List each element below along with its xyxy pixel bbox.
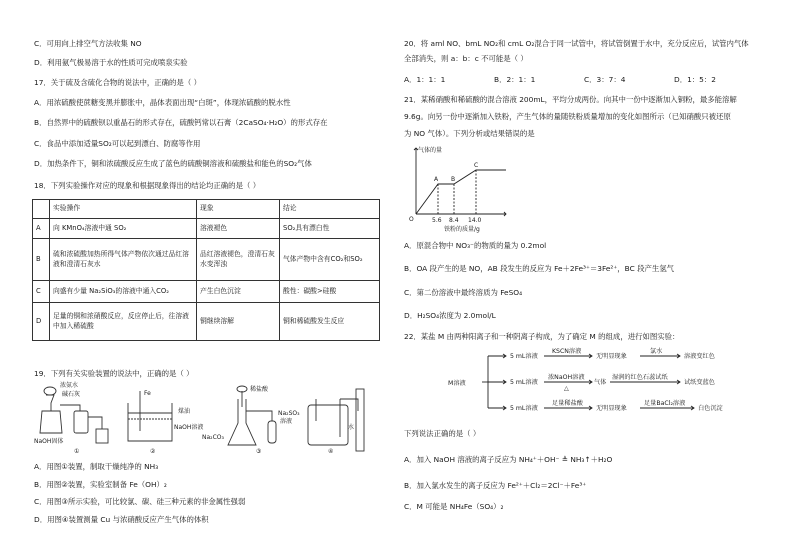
origin-label: O bbox=[409, 216, 414, 223]
q20-stem-line1: 20．将 aml NO、bmL NO₂和 cmL O₂混合于同一试管中，将试管倒置于水中，充分反应后，试管内气体 bbox=[404, 39, 749, 48]
flow-node: 5 mL溶液 bbox=[510, 353, 538, 360]
flow-node: 无明显现象 bbox=[596, 405, 627, 412]
fig-label: 浓氨水 bbox=[60, 382, 79, 389]
x-axis-label: 铁粉的质量/g bbox=[444, 226, 480, 233]
q22-option-b: B．加入氯水发生的离子反应为 Fe²⁺＋Cl₂＝2Cl⁻＋Fe³⁺ bbox=[404, 481, 587, 490]
measuring-cylinder-4 bbox=[356, 389, 364, 451]
table-cell: D bbox=[33, 303, 50, 341]
fig-label: 水 bbox=[348, 424, 355, 431]
fig-number: ④ bbox=[328, 448, 334, 455]
flow-node: 气体 bbox=[594, 379, 607, 386]
table-cell: 足量的铜和浓硝酸反应，反应停止后，往溶液中加入稀硫酸 bbox=[50, 303, 197, 341]
q22-flow-diagram bbox=[440, 346, 770, 416]
q19-option-c: C．用图③所示实验，可比较氯、碳、硅三种元素的非金属性强弱 bbox=[34, 497, 246, 506]
fig-label: 溶液 bbox=[280, 418, 293, 425]
fig-label: 煤油 bbox=[178, 408, 191, 415]
point-a-label: A bbox=[434, 176, 439, 183]
table-row bbox=[33, 239, 380, 281]
fig-label: NaOH固体 bbox=[34, 438, 64, 445]
x-tick-label: 5.6 bbox=[432, 217, 442, 224]
fig-number: ② bbox=[150, 448, 156, 455]
fig-label: Na₂CO₃ bbox=[202, 434, 224, 441]
fig-label: 稀盐酸 bbox=[250, 386, 269, 393]
q22-option-a: A．加入 NaOH 溶液的离子反应为 NH₄⁺＋OH⁻ ≜ NH₃↑＋H₂O bbox=[404, 455, 613, 464]
table-cell: SO₂具有漂白性 bbox=[280, 219, 380, 239]
table-cell: 硫和浓硫酸加热所得气体产物依次通过品红溶液和澄清石灰水 bbox=[50, 239, 197, 281]
x-tick-label: 14.0 bbox=[468, 217, 482, 224]
table-cell: 向盛有少量 Na₂SiO₃的溶液中通入CO₂ bbox=[50, 281, 197, 303]
q16-option-d: D．利用氨气极易溶于水的性质可完成喷泉实验 bbox=[34, 58, 188, 67]
q17-option-a: A．用浓硫酸使蔗糖变黑并膨胀中，晶体表面出现“白斑”，体现浓硫酸的脱水性 bbox=[34, 98, 291, 107]
flask-1 bbox=[40, 411, 62, 433]
q16-option-c: C．可用向上排空气方法收集 NO bbox=[34, 39, 142, 48]
q19-apparatus-figure bbox=[32, 381, 372, 457]
y-axis-label: 气体的量 bbox=[418, 147, 443, 154]
q19-stem: 19．下列有关实验装置的说法中，正确的是（ ） bbox=[34, 369, 194, 378]
table-cell: 品红溶液褪色，澄清石灰水变浑浊 bbox=[197, 239, 280, 281]
flow-node: 5 mL溶液 bbox=[510, 379, 538, 386]
q22-sub-stem: 下列说法正确的是（ ） bbox=[404, 429, 481, 438]
flow-reagent: 浓NaOH溶液 bbox=[548, 374, 585, 381]
q20-option-c: C．3：7：4 bbox=[584, 75, 626, 84]
q20-option-b: B．2：1：1 bbox=[494, 75, 536, 84]
fig-label: NaOH溶液 bbox=[174, 424, 204, 431]
dropping-funnel bbox=[46, 395, 54, 411]
q17-option-d: D．加热条件下，铜和浓硫酸反应生成了蓝色的硫酸铜溶液和硫酸盐和能色的SO₂气体 bbox=[34, 159, 312, 168]
flow-result: 白色沉淀 bbox=[698, 405, 723, 412]
q21-stem-line1: 21．某稀硝酸和稀硫酸的混合溶液 200mL，平均分成两份。向其中一份中逐渐加入铜粉，最多能溶解 bbox=[404, 95, 737, 104]
flow-reagent: 足量稀盐酸 bbox=[552, 400, 583, 407]
table-cell: B bbox=[33, 239, 50, 281]
q20-stem-line2: 全部消失，则 a：b：c 不可能是（ ） bbox=[404, 54, 528, 63]
table-cell: 气体产物中含有CO₂和SO₂ bbox=[280, 239, 380, 281]
q19-option-d: D．用图④装置测量 Cu 与浓硝酸反应产生气体的体积 bbox=[34, 515, 209, 524]
table-row bbox=[33, 281, 380, 303]
collect-bottle-1 bbox=[96, 429, 108, 443]
table-row bbox=[33, 303, 380, 341]
q21-stem-line2: 9.6g。向另一份中逐渐加入铁粉，产生气体的量随铁粉质量增加的变化如图所示（已知硝酸只被还原 bbox=[404, 112, 731, 121]
q21-option-d: D．H₂SO₄浓度为 2.0mol/L bbox=[404, 311, 496, 320]
q17-stem: 17．关于硫及含硫化合物的说法中，正确的是（ ） bbox=[34, 78, 201, 87]
q18-table bbox=[32, 199, 380, 341]
table-header-row bbox=[33, 200, 380, 219]
x-tick-label: 8.4 bbox=[449, 217, 459, 224]
q18-stem: 18．下列实验操作对应的现象和根据现象得出的结论均正确的是（ ） bbox=[34, 181, 261, 190]
q20-option-d: D．1：5：2 bbox=[674, 75, 716, 84]
flow-result: 试纸变蓝色 bbox=[684, 379, 715, 386]
q21-option-c: C．第二份溶液中最终溶质为 FeSO₄ bbox=[404, 288, 523, 297]
q21-stem-line3: 为 NO 气体）。下列分析或结果错误的是 bbox=[404, 129, 535, 138]
table-header-cell: 实验操作 bbox=[50, 200, 197, 219]
table-cell: 向 KMnO₄溶液中通 SO₂ bbox=[50, 219, 197, 239]
table-cell: 溶液褪色 bbox=[197, 219, 280, 239]
flow-node: 5 mL溶液 bbox=[510, 405, 538, 412]
table-header-cell: 结论 bbox=[280, 200, 380, 219]
flow-result: 溶液变红色 bbox=[684, 353, 715, 360]
q17-option-b: B．自然界中的硫酸钡以重晶石的形式存在，硫酸钙常以石膏（2CaSO₄·H₂O）的形式存在 bbox=[34, 118, 328, 127]
point-b-label: B bbox=[451, 176, 456, 183]
table-cell: 铜和稀硫酸发生反应 bbox=[280, 303, 380, 341]
drying-tube bbox=[74, 411, 88, 433]
flow-reagent: 氯水 bbox=[650, 348, 663, 355]
bottle-4 bbox=[308, 405, 348, 445]
flow-reagent: 湿润的红色石蕊试纸 bbox=[612, 374, 668, 381]
flow-reagent: 足量BaCl₂溶液 bbox=[644, 400, 686, 407]
test-tube-3 bbox=[268, 421, 276, 443]
table-cell: 铜继续溶解 bbox=[197, 303, 280, 341]
point-c-label: C bbox=[474, 162, 479, 169]
q19-option-b: B．用图②装置，实验室制备 Fe（OH）₂ bbox=[34, 480, 167, 489]
q21-option-a: A．原混合物中 NO₃⁻的物质的量为 0.2mol bbox=[404, 241, 547, 250]
flow-condition: △ bbox=[564, 385, 569, 392]
flow-reagent: KSCN溶液 bbox=[552, 348, 582, 355]
flow-start: M溶液 bbox=[448, 380, 466, 387]
fig-label: 碱石灰 bbox=[62, 391, 81, 398]
table-row bbox=[33, 219, 380, 239]
q19-option-a: A．用图①装置，制取干燥纯净的 NH₃ bbox=[34, 462, 159, 471]
q20-option-a: A．1：1：1 bbox=[404, 75, 446, 84]
fig-number: ③ bbox=[256, 448, 262, 455]
q21-option-b: B．OA 段产生的是 NO，AB 段发生的反应为 Fe＋2Fe³⁺＝3Fe²⁺，BC 段产生氢气 bbox=[404, 264, 675, 273]
table-header-cell bbox=[33, 200, 50, 219]
table-header-cell: 现象 bbox=[197, 200, 280, 219]
q17-option-c: C．食品中添加适量SO₂可以起到漂白、防腐等作用 bbox=[34, 139, 201, 148]
q21-graph bbox=[406, 144, 516, 234]
fig-number: ① bbox=[74, 448, 80, 455]
table-cell: A bbox=[33, 219, 50, 239]
fig-label: Na₂SO₃ bbox=[278, 410, 300, 417]
table-cell: 酸性：碳酸>硅酸 bbox=[280, 281, 380, 303]
flow-node: 无明显现象 bbox=[596, 353, 627, 360]
fig-label: Fe bbox=[144, 390, 151, 397]
q22-option-c: C．M 可能是 NH₄Fe（SO₄）₂ bbox=[404, 502, 504, 511]
beaker-2 bbox=[128, 403, 172, 441]
q22-stem: 22．某盐 M 由两种阳离子和一种阴离子构成，为了确定 M 的组成，进行如图实验： bbox=[404, 332, 680, 341]
table-cell: C bbox=[33, 281, 50, 303]
gas-curve bbox=[416, 170, 506, 214]
table-cell: 产生白色沉淀 bbox=[197, 281, 280, 303]
